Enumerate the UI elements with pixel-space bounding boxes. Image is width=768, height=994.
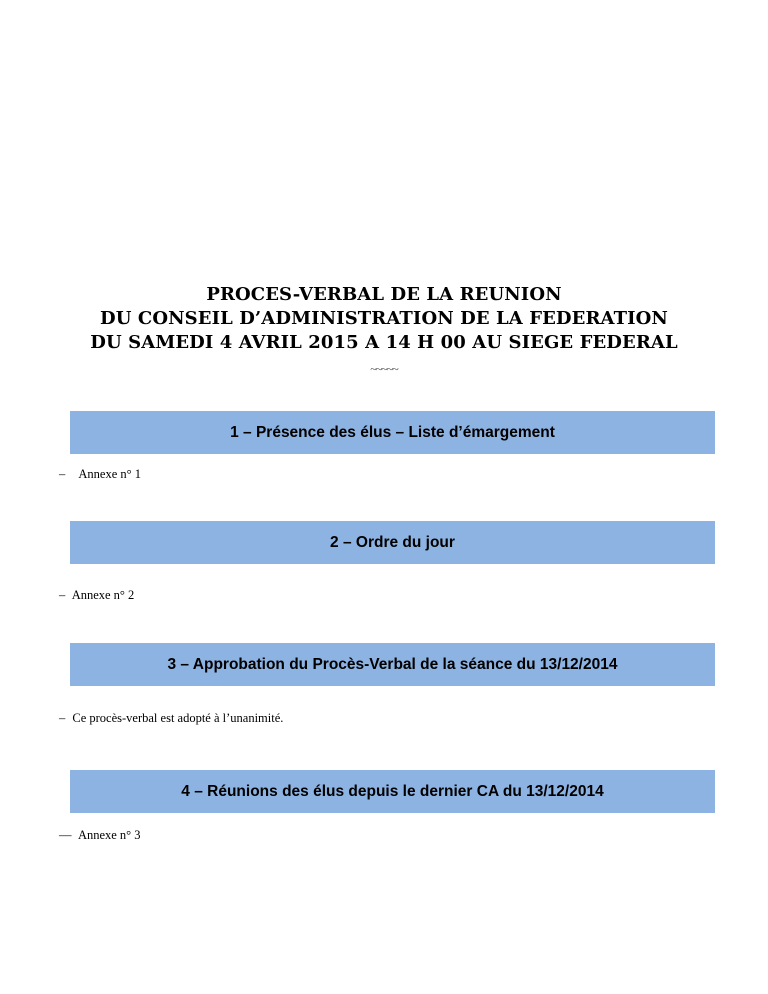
section-2-heading: 2 – Ordre du jour	[330, 533, 455, 551]
bullet-dash: –	[59, 467, 66, 481]
bullet-dash: –	[59, 711, 66, 725]
title-line-3: DU SAMEDI 4 AVRIL 2015 A 14 H 00 AU SIEGE FEDERAL	[90, 332, 678, 353]
section-3-heading: 3 – Approbation du Procès-Verbal de la séance du 13/12/2014	[167, 655, 618, 673]
section-2-item-text: Annexe n° 2	[71, 588, 135, 602]
section-1-item-text: Annexe n° 1	[78, 467, 141, 481]
section-1-banner	[70, 411, 715, 454]
title-separator: ~~~~~	[370, 362, 398, 376]
title-line-1: PROCES-VERBAL DE LA REUNION	[206, 284, 562, 305]
section-1-item	[59, 467, 141, 482]
section-4-item	[59, 828, 141, 843]
section-4-banner	[70, 770, 715, 813]
title-line-2: DU CONSEIL D’ADMINISTRATION DE LA FEDERATION	[100, 308, 668, 329]
bullet-dash: –	[59, 588, 66, 602]
section-2-item	[59, 588, 134, 603]
bullet-dash: —	[59, 828, 72, 842]
section-1-heading: 1 – Présence des élus – Liste d’émargement	[230, 423, 555, 441]
section-3-item-text: Ce procès-verbal est adopté à l’unanimité.	[72, 711, 284, 725]
section-3-item	[59, 711, 283, 726]
section-3-banner	[70, 643, 715, 686]
section-2-banner	[70, 521, 715, 564]
document-title	[0, 283, 768, 355]
section-4-item-text: Annexe n° 3	[77, 828, 141, 842]
section-4-heading: 4 – Réunions des élus depuis le dernier CA du 13/12/2014	[181, 782, 604, 800]
